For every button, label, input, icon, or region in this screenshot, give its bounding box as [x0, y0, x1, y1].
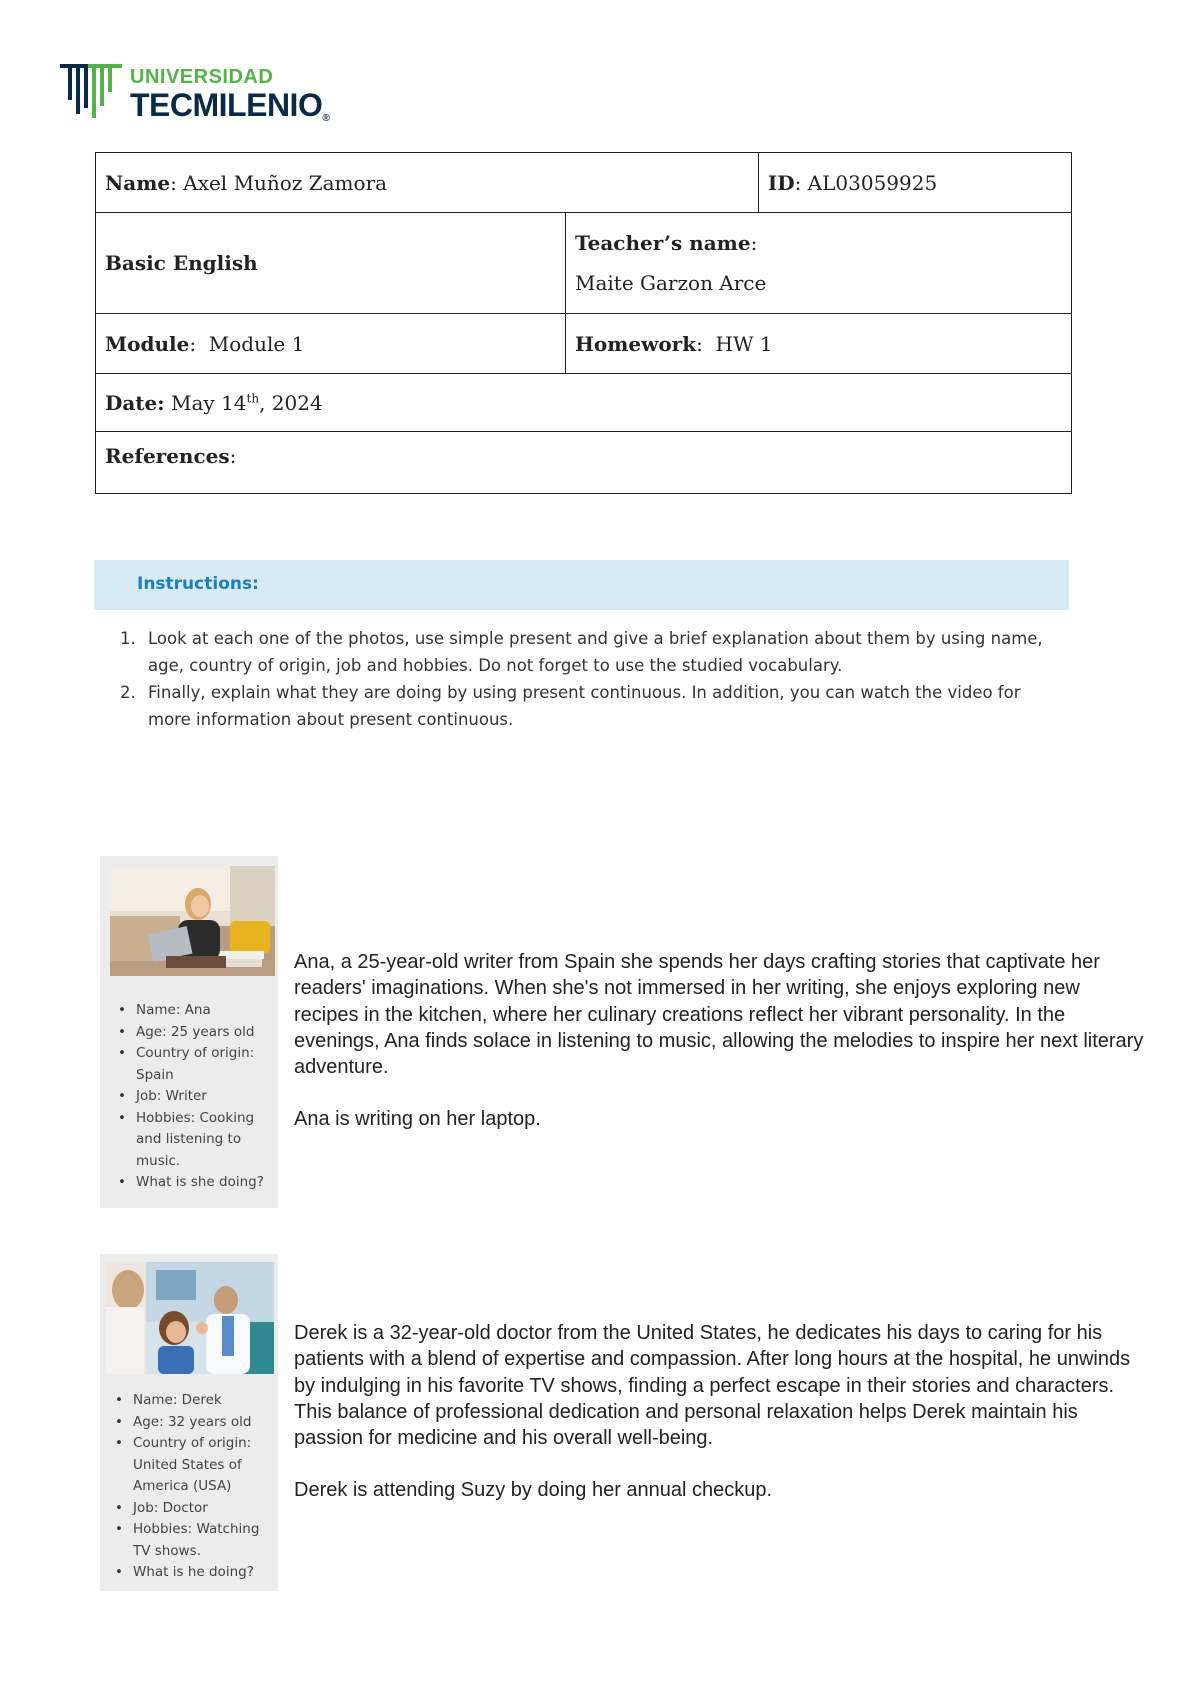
fact-question: • What is she doing? [118, 1172, 273, 1194]
fact-name: • Name: Ana [118, 1000, 273, 1022]
student-info-table [95, 152, 1072, 494]
ana-story [294, 949, 1144, 1133]
homework-label: Homework [575, 331, 697, 356]
derek-description: Derek is a 32-year-old doctor from the United States, he dedicates his days to caring for his patients with a blend of expertise and compassion. After long hours at the hospital, he unwinds by indulging in his favorite TV shows, finding a perfect escape in their stories and characters. This balance of professional dedication and personal relaxation helps Derek maintain his passion for medicine and his overall well-being. [294, 1322, 1131, 1450]
logo-name: TECMILENIO [130, 87, 323, 123]
instruction-item [120, 679, 1055, 733]
fact-question: • What is he doing? [115, 1562, 273, 1584]
date-label: Date: [105, 390, 165, 415]
derek-facts-list [115, 1390, 273, 1584]
derek-photo [106, 1262, 274, 1374]
teacher-label: Teacher’s name [575, 231, 751, 255]
fact-country: • Country of origin: United States of America (USA) [115, 1433, 273, 1498]
module-cell: Module: Module 1 [96, 314, 566, 374]
teacher-cell: Teacher’s name: Maite Garzon Arce [566, 213, 1072, 314]
instruction-number: 2. [120, 683, 136, 702]
id-value: AL03059925 [807, 170, 938, 195]
course-name: Basic English [105, 251, 258, 275]
id-label: ID [767, 170, 795, 195]
tecmilenio-mark-icon [58, 62, 128, 124]
fact-hobbies: • Hobbies: Cooking and listening to music. [118, 1108, 273, 1173]
instruction-text: Look at each one of the photos, use simple present and give a brief explanation about them by using name, age, country of origin, job and hobbies. Do not forget to use the studied vocabulary. [148, 629, 1043, 675]
fact-hobbies: • Hobbies: Watching TV shows. [115, 1519, 273, 1562]
derek-story [294, 1320, 1144, 1504]
derek-action: Derek is attending Suzy by doing her annual checkup. [294, 1479, 773, 1502]
logo-top-text: UNIVERSIDAD [130, 66, 274, 88]
logo-registered-mark: ® [322, 113, 330, 124]
fact-job: • Job: Writer [118, 1086, 273, 1108]
fact-age: • Age: 32 years old [115, 1412, 273, 1434]
teacher-value: Maite Garzon Arce [575, 271, 767, 295]
instruction-number: 1. [120, 629, 136, 648]
module-value: Module 1 [208, 331, 305, 356]
name-cell: Name: Axel Muñoz Zamora [96, 153, 759, 213]
name-label: Name [105, 170, 171, 195]
name-value: Axel Muñoz Zamora [183, 170, 388, 195]
module-label: Module [105, 331, 190, 356]
references-cell: References: [96, 432, 1072, 494]
homework-value: HW 1 [715, 331, 773, 356]
instruction-item [120, 625, 1055, 679]
date-value: May 14 [171, 390, 247, 415]
ana-description: Ana, a 25-year-old writer from Spain she spends her days crafting stories that captivate her readers' imaginations. When she's not immersed in her writing, she enjoys exploring new recipes in the kitchen, where her culinary creations reflect her vibrant personality. In the evenings, Ana finds solace in listening to music, allowing the melodies to inspire her next literary adventure. [294, 951, 1144, 1079]
instructions-title: Instructions: [137, 574, 259, 594]
fact-job: • Job: Doctor [115, 1498, 273, 1520]
references-label: References [105, 444, 230, 468]
date-year: , 2024 [259, 390, 323, 415]
instructions-banner [94, 560, 1069, 610]
ana-action: Ana is writing on her laptop. [294, 1108, 541, 1131]
fact-age: • Age: 25 years old [118, 1022, 273, 1044]
instructions-list [120, 625, 1055, 733]
date-cell [96, 374, 1072, 432]
ana-facts-list [118, 1000, 273, 1194]
fact-country: • Country of origin: Spain [118, 1043, 273, 1086]
university-logo [58, 62, 358, 124]
homework-cell: Homework: HW 1 [566, 314, 1072, 374]
id-cell: ID: AL03059925 [758, 153, 1071, 213]
date-suffix: th [246, 390, 260, 405]
course-cell [96, 213, 566, 314]
ana-photo [110, 866, 275, 976]
logo-bottom-text [130, 87, 329, 124]
fact-name: • Name: Derek [115, 1390, 273, 1412]
instruction-text: Finally, explain what they are doing by using present continuous. In addition, you can watch the video for more information about present continuous. [148, 683, 1021, 729]
profile-card-derek [100, 1254, 278, 1591]
profile-card-ana [100, 856, 278, 1208]
